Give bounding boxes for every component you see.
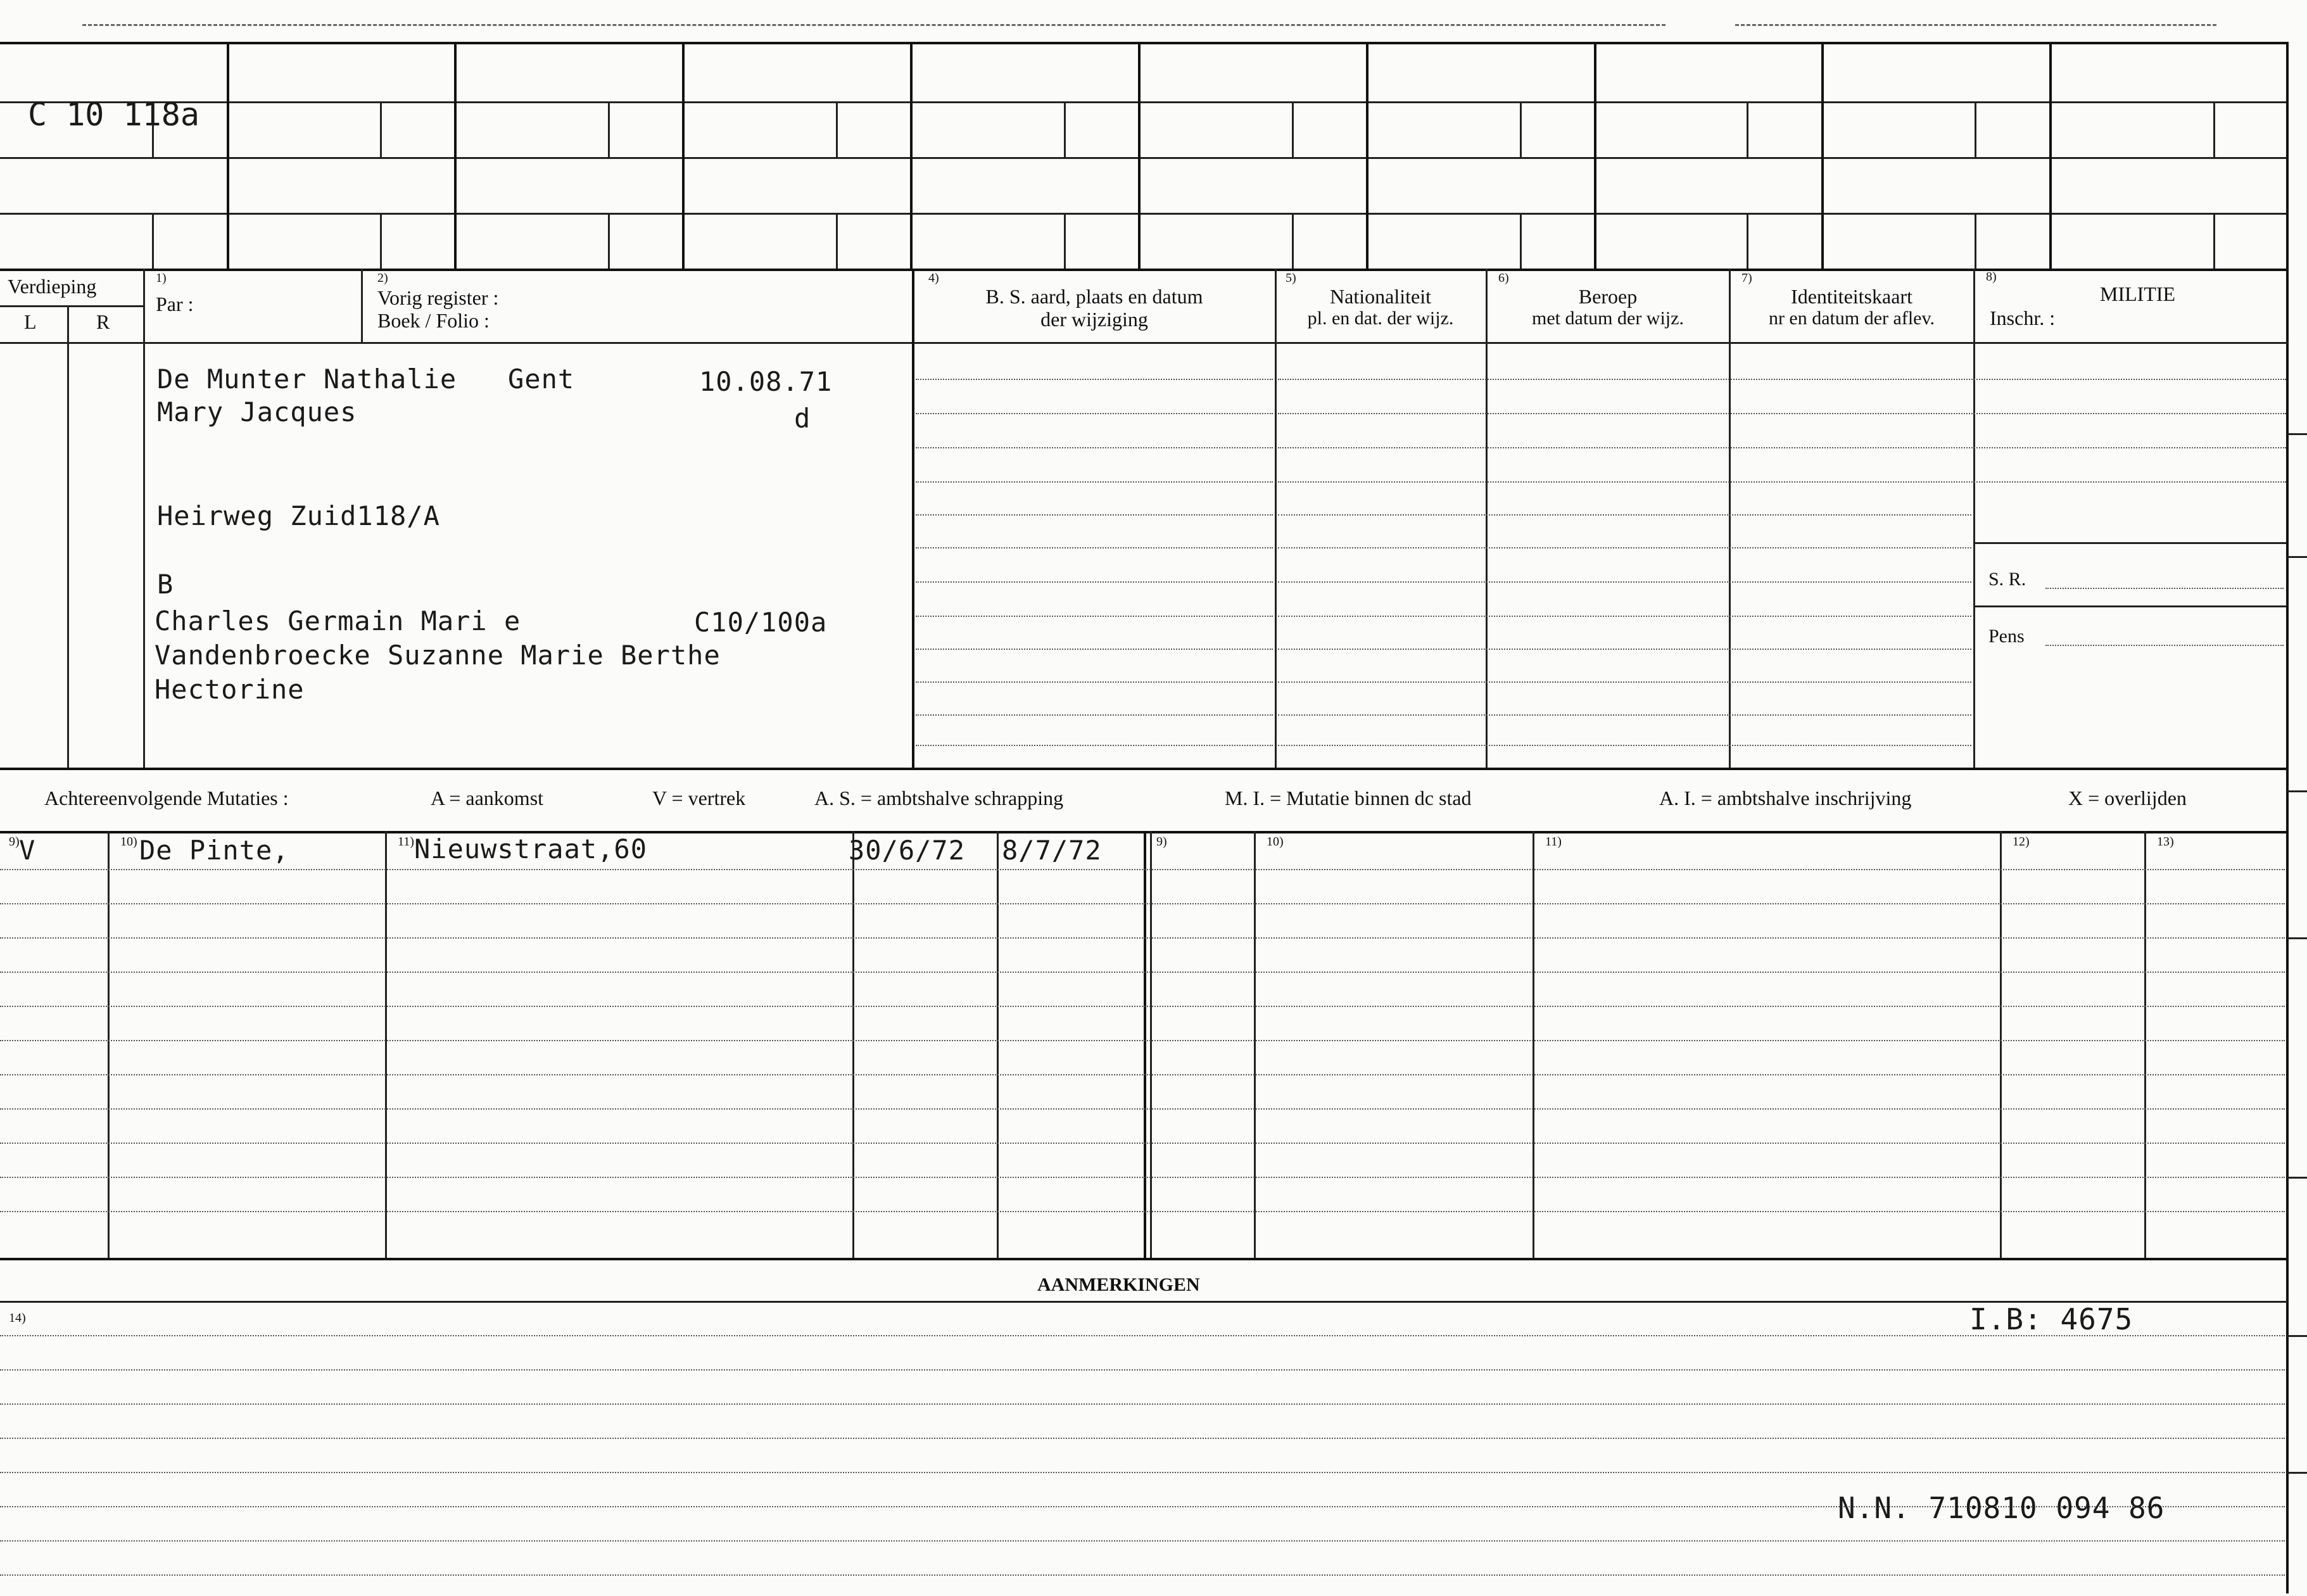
national-number: N.N. 710810 094 86 — [1838, 1491, 2165, 1525]
top-dashed-line — [82, 24, 1665, 26]
legend-mi: M. I. = Mutatie binnen dc stad — [1225, 787, 1472, 809]
label-l: L — [24, 310, 37, 333]
mutation-street: Nieuwstraat,60 — [414, 833, 648, 864]
col8-label2: Inschr. : — [1990, 307, 2056, 329]
label-sr: S. R. — [1988, 569, 2026, 590]
remarks-title: AANMERKINGEN — [1037, 1274, 1200, 1295]
mut-col11-number: 11) — [398, 835, 414, 849]
ib-number: I.B: 4675 — [1969, 1302, 2133, 1336]
label-pens: Pens — [1988, 626, 2025, 647]
legend-as: A. S. = ambtshalve schrapping — [814, 787, 1064, 809]
col5-number: 5) — [1286, 271, 1296, 285]
mark-d: d — [794, 403, 811, 434]
legend-x: X = overlijden — [2068, 787, 2187, 809]
mut-col13-number: 13) — [2157, 835, 2174, 849]
mut-col9b-number: 9) — [1156, 835, 1167, 849]
col2-label1: Vorig register : — [377, 286, 499, 309]
mut-col11b-number: 11) — [1545, 835, 1562, 849]
person-name: De Munter Nathalie — [157, 364, 457, 395]
address: Heirweg Zuid118/A — [157, 500, 440, 531]
col1-number: 1) — [156, 271, 167, 285]
col6-number: 6) — [1498, 271, 1509, 285]
col4-label2: der wijziging — [1040, 308, 1148, 331]
col5-label1: Nationaliteit — [1330, 285, 1431, 308]
person-name-2: Mary Jacques — [157, 396, 357, 428]
mother-name: Vandenbroecke Suzanne Marie Berthe — [155, 640, 721, 671]
col2-label2: Boek / Folio : — [377, 309, 490, 332]
col5-label2: pl. en dat. der wijz. — [1307, 308, 1454, 329]
remarks-number: 14) — [9, 1311, 26, 1325]
father-reference: C10/100a — [694, 607, 828, 638]
col7-label1: Identiteitskaart — [1791, 285, 1912, 308]
mutation-type: V — [19, 835, 36, 866]
mutation-date-1: 30/6/72 — [849, 835, 966, 866]
label-r: R — [96, 310, 110, 333]
top-dashed-line-right — [1735, 24, 2216, 26]
mut-col10b-number: 10) — [1267, 835, 1284, 849]
mutation-date-2: 8/7/72 — [1002, 835, 1102, 866]
mut-col9-number: 9) — [9, 835, 20, 849]
col4-number: 4) — [928, 271, 939, 285]
mut-col10-number: 10) — [120, 835, 137, 849]
col8-number: 8) — [1986, 270, 1997, 284]
mother-name-2: Hectorine — [155, 674, 305, 705]
birth-place: Gent — [508, 364, 575, 395]
legend-title: Achtereenvolgende Mutaties : — [44, 787, 289, 809]
marker-b: B — [157, 569, 174, 600]
col2-number: 2) — [377, 271, 388, 285]
col7-label2: nr en datum der aflev. — [1768, 308, 1935, 329]
col1-label: Par : — [156, 293, 194, 315]
col8-label1: MILITIE — [2100, 282, 2176, 305]
mut-col12-number: 12) — [2013, 835, 2030, 849]
col6-label1: Beroep — [1578, 285, 1638, 308]
legend-ai: A. I. = ambtshalve inschrijving — [1659, 787, 1912, 809]
label-verdieping: Verdieping — [8, 275, 97, 298]
legend-a: A = aankomst — [431, 787, 544, 809]
register-code: C 10 118a — [28, 96, 199, 133]
col6-label2: met datum der wijz. — [1532, 308, 1684, 329]
col4-label1: B. S. aard, plaats en datum — [985, 285, 1203, 308]
col7-number: 7) — [1741, 271, 1752, 285]
mutation-place: De Pinte, — [139, 835, 289, 866]
father-name: Charles Germain Mari e — [155, 605, 521, 636]
legend-v: V = vertrek — [652, 787, 746, 809]
birth-date: 10.08.71 — [699, 366, 833, 397]
